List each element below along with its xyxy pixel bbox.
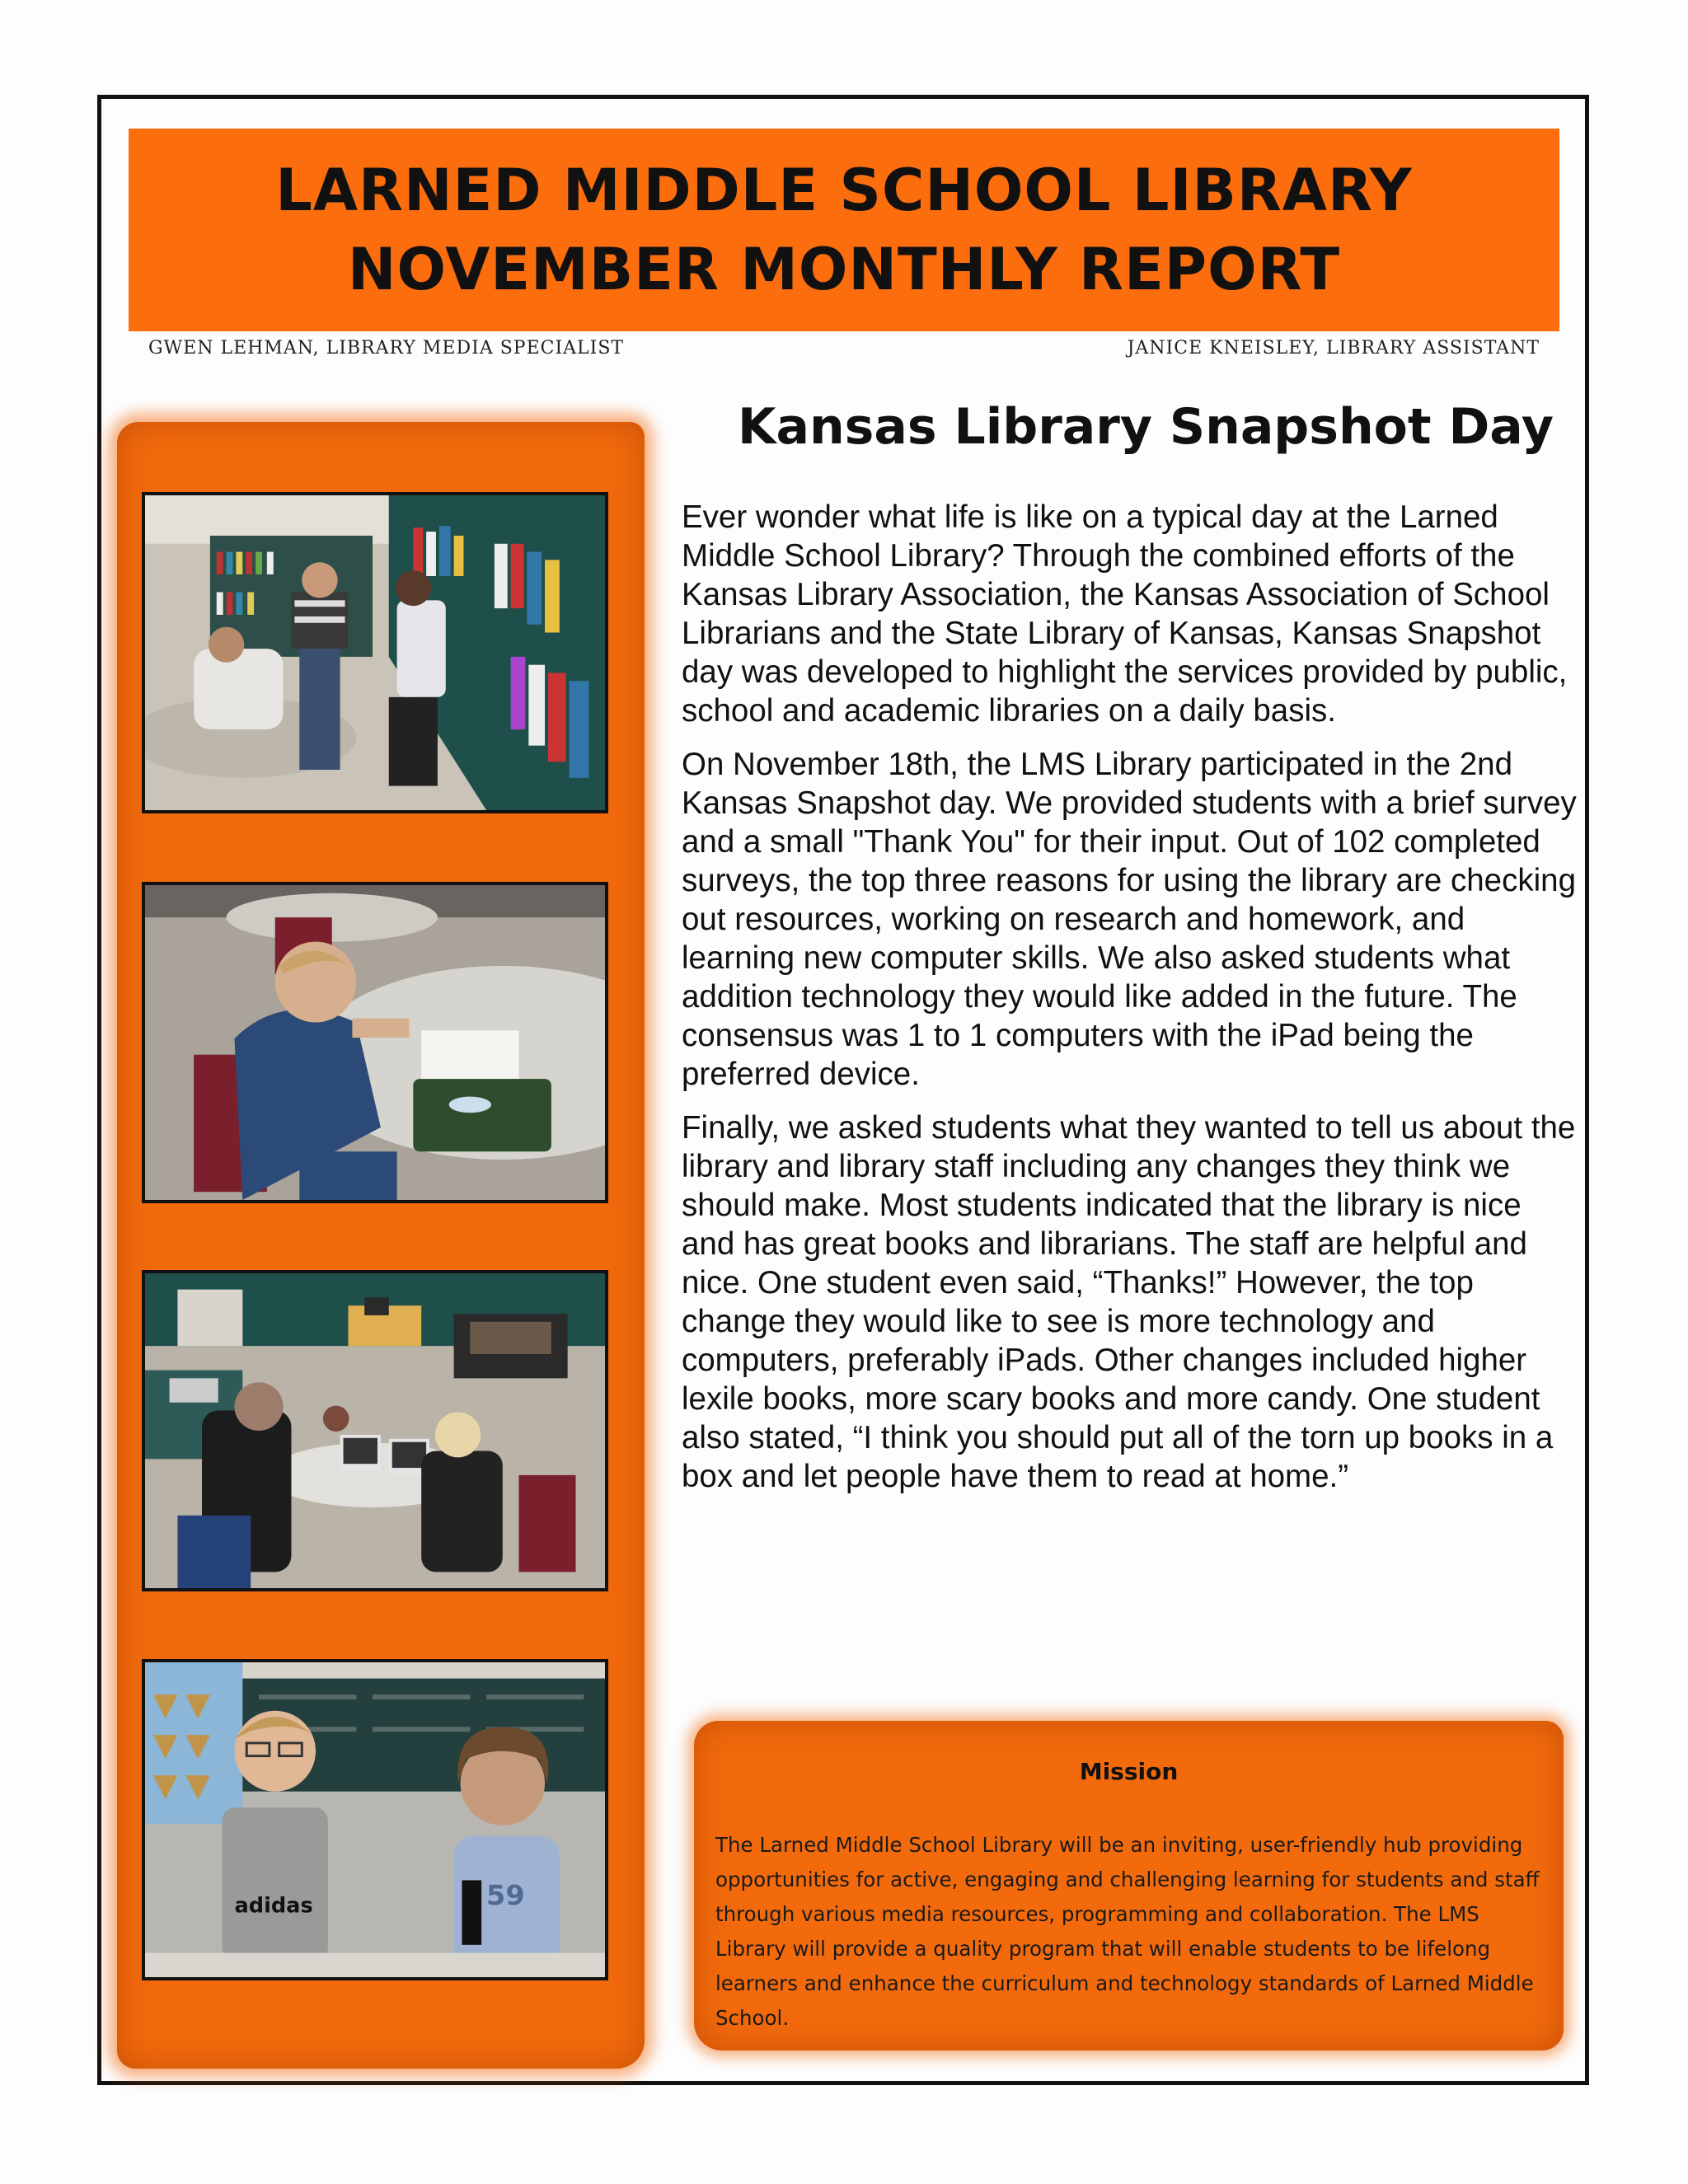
photo-computer-table	[142, 1270, 608, 1591]
staff-assistant: JANICE KNEISLEY, LIBRARY ASSISTANT	[1127, 338, 1540, 359]
title-banner	[129, 129, 1559, 331]
article-body	[682, 498, 1580, 1511]
photo-student-writing	[142, 882, 608, 1203]
mission-statement: The Larned Middle School Library will be an inviting, user-friendly hub providing opportunities for active, engaging and challenging learning for students and staff through various media resources, programming and collaboration. The LMS Library will provide a quality program that will enable students to be lifelong learners and enhance the curriculum and technology standards of Larned Middle School.	[715, 1833, 1540, 2030]
mission-title: Mission	[1079, 1758, 1179, 1785]
report-title-line-2: NOVEMBER MONTHLY REPORT	[347, 236, 1341, 303]
article-paragraph-1: Ever wonder what life is like on a typical day at the Larned Middle School Library? Through the combined efforts of the Kansas Library Association, the Kansas Association of School Librarians and the State Library of Kansas, Kansas Snapshot day was developed to highlight the services provided by public, school and academic libraries on a daily basis.	[682, 499, 1568, 729]
article-paragraph-3: Finally, we asked students what they wanted to tell us about the library and library staff including any changes they think we should make. Most students indicated that the library is nice and has great books and librarians. The staff are helpful and nice. One student even said, “Thanks!” However, the top change they would like to see is more technology and computers, preferably iPads. Other changes included higher lexile books, more scary books and more candy. One student also stated, “I think you should put all of the torn up books in a box and let people have them to read at home.”	[682, 1110, 1576, 1494]
photo-bookshelves	[142, 492, 608, 813]
article-paragraph-2: On November 18th, the LMS Library participated in the 2nd Kansas Snapshot day. We provided students with a brief survey and a small "Thank You" for their input. Out of 102 completed surveys, the top three reasons for using the library are checking out resources, working on research and homework, and learning new computer skills. We also asked students what addition technology they would like added in the future. The consensus was 1 to 1 computers with the iPad being the preferred device.	[682, 747, 1577, 1092]
staff-specialist: GWEN LEHMAN, LIBRARY MEDIA SPECIALIST	[148, 338, 625, 359]
shirt-logo-text: adidas	[234, 1893, 313, 1919]
report-title-line-1: LARNED MIDDLE SCHOOL LIBRARY	[275, 157, 1413, 224]
article-title: Kansas Library Snapshot Day	[737, 398, 1554, 456]
photo-two-students	[142, 1659, 608, 1980]
shirt-number-text: 59	[486, 1878, 525, 1911]
